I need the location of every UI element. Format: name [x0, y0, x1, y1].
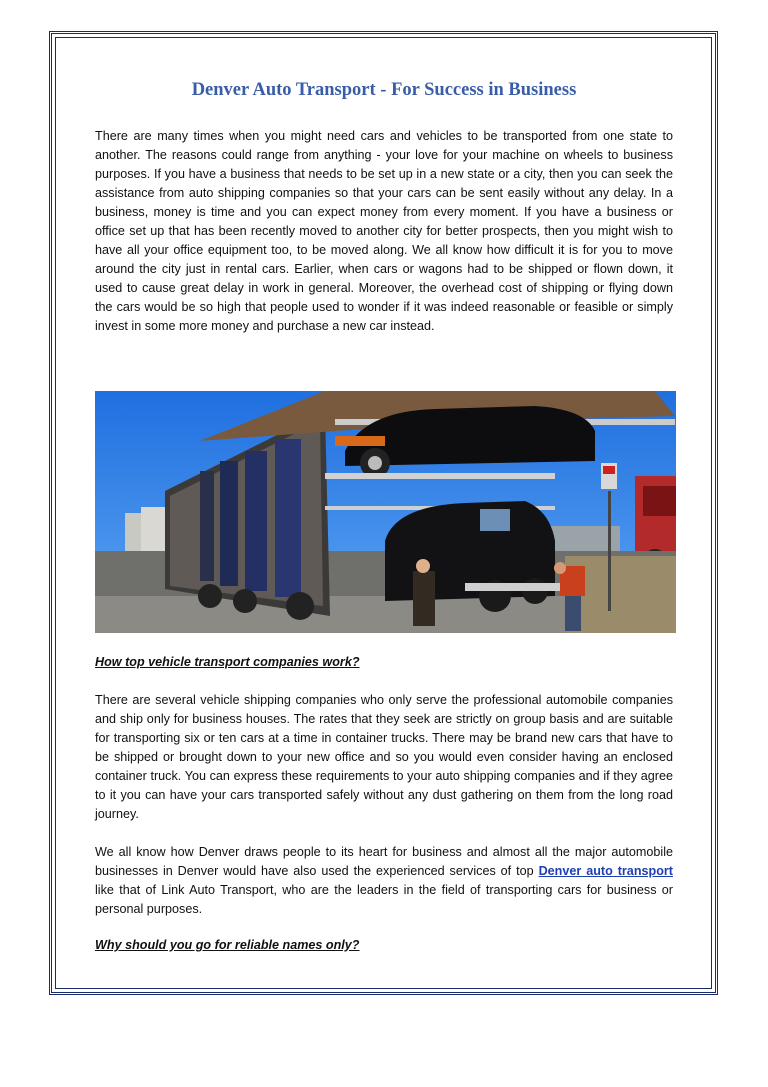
paragraph-denver-text-end: like that of Link Auto Transport, who are the leaders in the field of transporting cars for business or personal purposes. — [95, 883, 673, 916]
section-heading-how-companies-work: How top vehicle transport companies work? — [95, 655, 360, 669]
document-title: Denver Auto Transport - For Success in Business — [191, 80, 577, 100]
paragraph-denver-text-start: We all know how Denver draws people to its heart for business and almost all the major automobile businesses in Denver would have also used the experienced services of top — [95, 845, 673, 878]
intro-paragraph: There are many times when you might need cars and vehicles to be transported from one state to another. The reasons could range from anything - your love for your machine on wheels to business purposes. If you have a business that needs to be set up in a new state or a city, then you can seek the assistance from auto shipping companies so that your cars can be sent easily without any delay. In a business, money is time and you can expect money from every moment. If you have a business or office set up that has been recently moved to another city for better prospects, then you might wish to have all your office equipment too, to be moved along. We all know how difficult it is for you to move around the city just in rental cars. Earlier, when cars or wagons had to be shipped or flown down, it used to cause great delay in work in general. Moreover, the overhead cost of shipping or flying down the cars would be so high that people used to wonder if it was indeed reasonable or feasible or simply invest in some more money and purchase a new car instead. — [95, 129, 673, 333]
car-carrier-truck-photo — [95, 391, 676, 633]
paragraph-vehicle-shipping: There are several vehicle shipping companies who only serve the professional automobile companies and ship only for business houses. The rates that they seek are strictly on group basis and are suitable for transporting six or ten cars at a time in container trucks. There may be brand new cars that have to be shipped or brought down to your new office and so you would even consider having an enclosed container truck. You can express these requirements to your auto shipping companies and if they agree to it you can have your cars transported safely without any dust gathering on them from the long road journey. — [95, 693, 673, 821]
section-heading-reliable-names: Why should you go for reliable names only? — [95, 938, 360, 952]
denver-auto-transport-link[interactable]: Denver auto transport — [538, 864, 673, 878]
paragraph-denver — [95, 843, 673, 919]
